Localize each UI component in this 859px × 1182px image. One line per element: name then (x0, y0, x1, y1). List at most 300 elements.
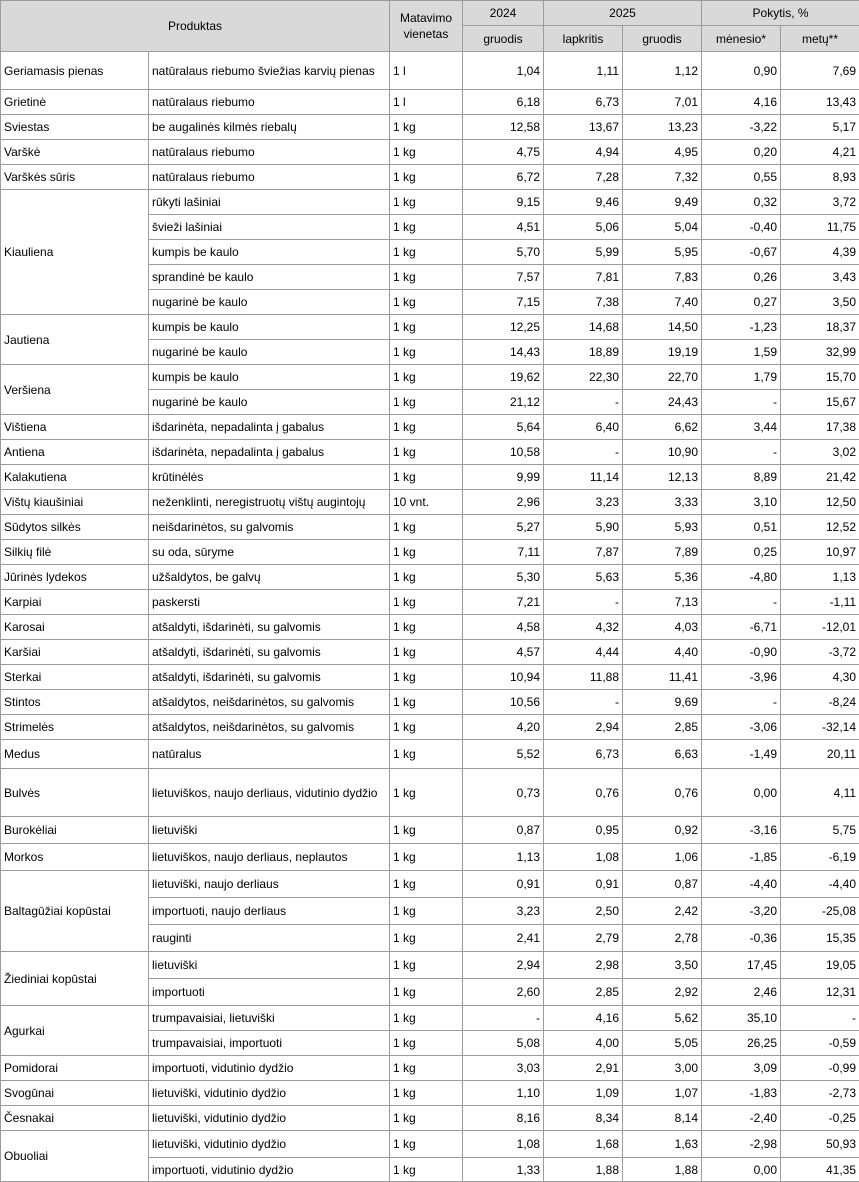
price-dec-2024: 1,04 (463, 52, 544, 90)
price-dec-2024: - (463, 1006, 544, 1031)
change-year: -12,01 (781, 615, 859, 640)
product-name: Medus (1, 740, 149, 769)
change-year: 20,11 (781, 740, 859, 769)
change-month: 0,00 (702, 769, 781, 817)
change-month: 3,10 (702, 490, 781, 515)
price-dec-2025: 7,01 (623, 90, 702, 115)
unit: 1 kg (390, 817, 463, 844)
price-dec-2024: 2,96 (463, 490, 544, 515)
header-year-2024: 2024 (463, 1, 544, 26)
header-nov-2025: lapkritis (544, 26, 623, 52)
product-name: Jautiena (1, 315, 149, 365)
price-dec-2024: 4,20 (463, 715, 544, 740)
product-description: lietuviškos, naujo derliaus, neplautos (149, 844, 390, 871)
change-year: 7,69 (781, 52, 859, 90)
price-dec-2024: 10,94 (463, 665, 544, 690)
change-month: 0,00 (702, 1158, 781, 1182)
table-row (1, 540, 859, 565)
table-row (1, 665, 859, 690)
change-month: -3,20 (702, 898, 781, 925)
price-dec-2025: 24,43 (623, 390, 702, 415)
price-nov-2025: 2,79 (544, 925, 623, 952)
unit: 1 kg (390, 340, 463, 365)
product-description: nugarinė be kaulo (149, 340, 390, 365)
change-month: -0,36 (702, 925, 781, 952)
price-dec-2025: 4,40 (623, 640, 702, 665)
price-nov-2025: 22,30 (544, 365, 623, 390)
product-description: lietuviški (149, 952, 390, 979)
change-month: 3,44 (702, 415, 781, 440)
unit: 1 kg (390, 215, 463, 240)
price-nov-2025: 3,23 (544, 490, 623, 515)
price-dec-2024: 9,99 (463, 465, 544, 490)
change-year: 3,43 (781, 265, 859, 290)
price-dec-2025: 2,92 (623, 979, 702, 1006)
product-description: be augalinės kilmės riebalų (149, 115, 390, 140)
product-name: Karosai (1, 615, 149, 640)
table-row (1, 1006, 859, 1031)
price-dec-2024: 2,94 (463, 952, 544, 979)
product-description: atšaldyti, išdarinėti, su galvomis (149, 665, 390, 690)
price-dec-2024: 2,41 (463, 925, 544, 952)
price-dec-2024: 7,15 (463, 290, 544, 315)
price-dec-2024: 8,16 (463, 1106, 544, 1131)
price-nov-2025: 9,46 (544, 190, 623, 215)
product-description: importuoti, vidutinio dydžio (149, 1056, 390, 1081)
product-name: Varškės sūris (1, 165, 149, 190)
price-dec-2024: 21,12 (463, 390, 544, 415)
product-description: lietuviški, naujo derliaus (149, 871, 390, 898)
table-row (1, 952, 859, 979)
change-year: -3,72 (781, 640, 859, 665)
change-month: -2,40 (702, 1106, 781, 1131)
change-month: - (702, 690, 781, 715)
product-name: Silkių filė (1, 540, 149, 565)
price-dec-2024: 0,91 (463, 871, 544, 898)
change-month: 26,25 (702, 1031, 781, 1056)
price-dec-2025: 5,95 (623, 240, 702, 265)
price-dec-2024: 4,57 (463, 640, 544, 665)
price-nov-2025: 13,67 (544, 115, 623, 140)
price-dec-2025: 5,93 (623, 515, 702, 540)
change-month: 8,89 (702, 465, 781, 490)
price-dec-2025: 3,00 (623, 1056, 702, 1081)
price-nov-2025: 7,38 (544, 290, 623, 315)
table-row (1, 615, 859, 640)
price-nov-2025: 8,34 (544, 1106, 623, 1131)
product-description: importuoti, vidutinio dydžio (149, 1158, 390, 1182)
price-dec-2024: 1,13 (463, 844, 544, 871)
price-dec-2025: 0,92 (623, 817, 702, 844)
price-dec-2024: 7,11 (463, 540, 544, 565)
product-name: Burokėliai (1, 817, 149, 844)
header-year-2025: 2025 (544, 1, 702, 26)
product-description: trumpavaisiai, importuoti (149, 1031, 390, 1056)
price-dec-2025: 7,40 (623, 290, 702, 315)
price-nov-2025: 7,81 (544, 265, 623, 290)
price-dec-2024: 1,33 (463, 1158, 544, 1182)
change-year: 15,70 (781, 365, 859, 390)
product-description: atšaldyti, išdarinėti, su galvomis (149, 615, 390, 640)
price-dec-2025: 0,87 (623, 871, 702, 898)
price-dec-2024: 12,58 (463, 115, 544, 140)
change-year: 4,30 (781, 665, 859, 690)
price-nov-2025: 4,94 (544, 140, 623, 165)
product-name: Grietinė (1, 90, 149, 115)
product-description: importuoti (149, 979, 390, 1006)
change-month: 1,59 (702, 340, 781, 365)
change-month: 0,51 (702, 515, 781, 540)
price-nov-2025: 1,09 (544, 1081, 623, 1106)
price-nov-2025: 6,73 (544, 740, 623, 769)
change-year: 1,13 (781, 565, 859, 590)
unit: 1 kg (390, 640, 463, 665)
product-name: Agurkai (1, 1006, 149, 1056)
table-row (1, 415, 859, 440)
table-row (1, 871, 859, 898)
product-name: Karpiai (1, 590, 149, 615)
unit: 1 kg (390, 565, 463, 590)
product-description: rūkyti lašiniai (149, 190, 390, 215)
product-name: Obuoliai (1, 1131, 149, 1182)
change-year: -0,59 (781, 1031, 859, 1056)
price-dec-2024: 5,70 (463, 240, 544, 265)
change-year: -8,24 (781, 690, 859, 715)
unit: 1 kg (390, 190, 463, 215)
price-dec-2024: 4,51 (463, 215, 544, 240)
unit: 1 kg (390, 540, 463, 565)
unit: 1 kg (390, 240, 463, 265)
unit: 1 kg (390, 1158, 463, 1182)
product-name: Česnakai (1, 1106, 149, 1131)
header-unit: Matavimo vienetas (390, 1, 463, 52)
change-year: 12,52 (781, 515, 859, 540)
price-nov-2025: 2,85 (544, 979, 623, 1006)
price-nov-2025: - (544, 690, 623, 715)
change-year: -32,14 (781, 715, 859, 740)
change-month: 0,27 (702, 290, 781, 315)
product-description: su oda, sūryme (149, 540, 390, 565)
product-description: kumpis be kaulo (149, 240, 390, 265)
change-month: 0,20 (702, 140, 781, 165)
change-year: 4,21 (781, 140, 859, 165)
unit: 1 kg (390, 898, 463, 925)
product-name: Morkos (1, 844, 149, 871)
price-dec-2024: 4,75 (463, 140, 544, 165)
price-dec-2025: 1,63 (623, 1131, 702, 1158)
table-row (1, 715, 859, 740)
table-row (1, 1106, 859, 1131)
product-name: Sūdytos silkės (1, 515, 149, 540)
price-nov-2025: 6,73 (544, 90, 623, 115)
change-month: -3,16 (702, 817, 781, 844)
table-row (1, 844, 859, 871)
change-year: 3,02 (781, 440, 859, 465)
price-nov-2025: - (544, 590, 623, 615)
product-description: rauginti (149, 925, 390, 952)
price-nov-2025: 4,16 (544, 1006, 623, 1031)
unit: 1 kg (390, 365, 463, 390)
change-month: 0,26 (702, 265, 781, 290)
product-description: atšaldytos, neišdarinėtos, su galvomis (149, 715, 390, 740)
table-header (1, 1, 859, 52)
price-nov-2025: 5,63 (544, 565, 623, 590)
price-dec-2024: 2,60 (463, 979, 544, 1006)
price-nov-2025: 0,76 (544, 769, 623, 817)
price-nov-2025: 14,68 (544, 315, 623, 340)
price-dec-2025: 6,63 (623, 740, 702, 769)
change-month: -0,90 (702, 640, 781, 665)
unit: 1 kg (390, 740, 463, 769)
table-row (1, 590, 859, 615)
change-month: -3,06 (702, 715, 781, 740)
change-year: -0,25 (781, 1106, 859, 1131)
price-dec-2025: 8,14 (623, 1106, 702, 1131)
product-name: Antiena (1, 440, 149, 465)
price-nov-2025: 7,87 (544, 540, 623, 565)
header-dec-2025: gruodis (623, 26, 702, 52)
change-month: -1,23 (702, 315, 781, 340)
change-month: -3,22 (702, 115, 781, 140)
price-nov-2025: 4,00 (544, 1031, 623, 1056)
change-year: 8,93 (781, 165, 859, 190)
header-month-change: mėnesio* (702, 26, 781, 52)
change-year: 10,97 (781, 540, 859, 565)
product-description: išdarinėta, nepadalinta į gabalus (149, 415, 390, 440)
product-description: paskersti (149, 590, 390, 615)
unit: 1 kg (390, 665, 463, 690)
price-nov-2025: 2,50 (544, 898, 623, 925)
unit: 1 kg (390, 415, 463, 440)
table-row (1, 769, 859, 817)
price-dec-2024: 7,57 (463, 265, 544, 290)
change-month: -0,67 (702, 240, 781, 265)
product-description: neženklinti, neregistruotų vištų augintojų (149, 490, 390, 515)
price-dec-2025: 1,12 (623, 52, 702, 90)
price-dec-2025: 13,23 (623, 115, 702, 140)
table-row (1, 440, 859, 465)
unit: 1 kg (390, 140, 463, 165)
table-row (1, 640, 859, 665)
unit: 1 kg (390, 769, 463, 817)
price-dec-2024: 9,15 (463, 190, 544, 215)
price-nov-2025: 5,06 (544, 215, 623, 240)
unit: 1 kg (390, 690, 463, 715)
price-dec-2024: 1,08 (463, 1131, 544, 1158)
price-nov-2025: 5,99 (544, 240, 623, 265)
price-dec-2024: 5,52 (463, 740, 544, 769)
price-dec-2025: 9,49 (623, 190, 702, 215)
price-dec-2024: 0,87 (463, 817, 544, 844)
unit: 1 l (390, 90, 463, 115)
change-month: -3,96 (702, 665, 781, 690)
change-year: 21,42 (781, 465, 859, 490)
change-year: 4,11 (781, 769, 859, 817)
table-row (1, 190, 859, 215)
change-year: 17,38 (781, 415, 859, 440)
price-nov-2025: 1,08 (544, 844, 623, 871)
table-row (1, 165, 859, 190)
price-dec-2024: 4,58 (463, 615, 544, 640)
price-nov-2025: 2,98 (544, 952, 623, 979)
product-description: lietuviški (149, 817, 390, 844)
product-description: nugarinė be kaulo (149, 290, 390, 315)
price-dec-2025: 10,90 (623, 440, 702, 465)
product-description: lietuviški, vidutinio dydžio (149, 1131, 390, 1158)
price-dec-2025: 0,76 (623, 769, 702, 817)
price-dec-2024: 5,08 (463, 1031, 544, 1056)
product-description: trumpavaisiai, lietuviški (149, 1006, 390, 1031)
change-year: - (781, 1006, 859, 1031)
change-year: 4,39 (781, 240, 859, 265)
table-row (1, 315, 859, 340)
unit: 1 kg (390, 979, 463, 1006)
change-month: -1,85 (702, 844, 781, 871)
change-month: 1,79 (702, 365, 781, 390)
product-name: Strimelės (1, 715, 149, 740)
product-description: neišdarinėtos, su galvomis (149, 515, 390, 540)
change-month: - (702, 390, 781, 415)
change-year: 5,17 (781, 115, 859, 140)
unit: 1 kg (390, 715, 463, 740)
product-name: Sterkai (1, 665, 149, 690)
unit: 1 kg (390, 1006, 463, 1031)
price-nov-2025: 11,14 (544, 465, 623, 490)
unit: 1 kg (390, 871, 463, 898)
change-year: -2,73 (781, 1081, 859, 1106)
change-month: 2,46 (702, 979, 781, 1006)
price-dec-2025: 7,13 (623, 590, 702, 615)
product-name: Kiauliena (1, 190, 149, 315)
change-month: - (702, 440, 781, 465)
product-name: Pomidorai (1, 1056, 149, 1081)
table-row (1, 1081, 859, 1106)
table-row (1, 565, 859, 590)
product-description: natūralaus riebumo (149, 90, 390, 115)
product-name: Vištų kiaušiniai (1, 490, 149, 515)
product-description: užšaldytos, be galvų (149, 565, 390, 590)
product-description: švieži lašiniai (149, 215, 390, 240)
change-month: 0,25 (702, 540, 781, 565)
change-month: 4,16 (702, 90, 781, 115)
change-year: 11,75 (781, 215, 859, 240)
product-description: natūralaus riebumo (149, 165, 390, 190)
unit: 1 kg (390, 1131, 463, 1158)
unit: 1 kg (390, 265, 463, 290)
unit: 1 kg (390, 1106, 463, 1131)
change-year: -25,08 (781, 898, 859, 925)
table-row (1, 690, 859, 715)
price-dec-2024: 10,58 (463, 440, 544, 465)
price-dec-2025: 3,33 (623, 490, 702, 515)
change-year: 18,37 (781, 315, 859, 340)
product-description: kumpis be kaulo (149, 315, 390, 340)
price-nov-2025: 7,28 (544, 165, 623, 190)
price-dec-2025: 7,83 (623, 265, 702, 290)
unit: 1 kg (390, 465, 463, 490)
price-dec-2025: 2,78 (623, 925, 702, 952)
change-month: -4,40 (702, 871, 781, 898)
price-dec-2025: 4,03 (623, 615, 702, 640)
price-dec-2025: 5,05 (623, 1031, 702, 1056)
price-nov-2025: 2,91 (544, 1056, 623, 1081)
change-year: 15,35 (781, 925, 859, 952)
unit: 1 kg (390, 1081, 463, 1106)
price-dec-2025: 1,07 (623, 1081, 702, 1106)
unit: 1 kg (390, 290, 463, 315)
change-year: 3,50 (781, 290, 859, 315)
price-dec-2024: 5,27 (463, 515, 544, 540)
table-row (1, 1131, 859, 1158)
price-dec-2025: 2,85 (623, 715, 702, 740)
price-dec-2024: 12,25 (463, 315, 544, 340)
price-dec-2025: 22,70 (623, 365, 702, 390)
price-dec-2025: 19,19 (623, 340, 702, 365)
product-description: natūralaus riebumo šviežias karvių pienas (149, 52, 390, 90)
product-name: Baltagūžiai kopūstai (1, 871, 149, 952)
change-month: -2,98 (702, 1131, 781, 1158)
change-month: -1,83 (702, 1081, 781, 1106)
price-dec-2025: 5,36 (623, 565, 702, 590)
price-nov-2025: 0,91 (544, 871, 623, 898)
product-description: atšaldyti, išdarinėti, su galvomis (149, 640, 390, 665)
price-dec-2024: 10,56 (463, 690, 544, 715)
price-nov-2025: 4,44 (544, 640, 623, 665)
price-dec-2024: 1,10 (463, 1081, 544, 1106)
price-nov-2025: 2,94 (544, 715, 623, 740)
unit: 1 kg (390, 1031, 463, 1056)
price-nov-2025: 1,88 (544, 1158, 623, 1182)
price-nov-2025: 0,95 (544, 817, 623, 844)
change-year: 12,50 (781, 490, 859, 515)
table-row (1, 515, 859, 540)
table-row (1, 115, 859, 140)
table-row (1, 52, 859, 90)
product-name: Stintos (1, 690, 149, 715)
price-dec-2025: 14,50 (623, 315, 702, 340)
change-year: 3,72 (781, 190, 859, 215)
change-month: 35,10 (702, 1006, 781, 1031)
unit: 1 kg (390, 390, 463, 415)
table-row (1, 817, 859, 844)
price-nov-2025: 5,90 (544, 515, 623, 540)
price-dec-2025: 2,42 (623, 898, 702, 925)
product-description: krūtinėlės (149, 465, 390, 490)
price-dec-2025: 6,62 (623, 415, 702, 440)
product-description: išdarinėta, nepadalinta į gabalus (149, 440, 390, 465)
price-dec-2025: 5,04 (623, 215, 702, 240)
price-dec-2025: 12,13 (623, 465, 702, 490)
product-description: atšaldytos, neišdarinėtos, su galvomis (149, 690, 390, 715)
product-name: Geriamasis pienas (1, 52, 149, 90)
product-name: Veršiena (1, 365, 149, 415)
unit: 1 kg (390, 615, 463, 640)
table-row (1, 365, 859, 390)
table-row (1, 140, 859, 165)
change-month: -1,49 (702, 740, 781, 769)
price-dec-2025: 3,50 (623, 952, 702, 979)
header-change: Pokytis, % (702, 1, 859, 26)
price-dec-2024: 6,18 (463, 90, 544, 115)
product-description: lietuviški, vidutinio dydžio (149, 1106, 390, 1131)
table-row (1, 90, 859, 115)
price-dec-2024: 14,43 (463, 340, 544, 365)
price-dec-2025: 1,06 (623, 844, 702, 871)
product-description: nugarinė be kaulo (149, 390, 390, 415)
change-year: 41,35 (781, 1158, 859, 1182)
unit: 1 kg (390, 165, 463, 190)
header-dec-2024: gruodis (463, 26, 544, 52)
